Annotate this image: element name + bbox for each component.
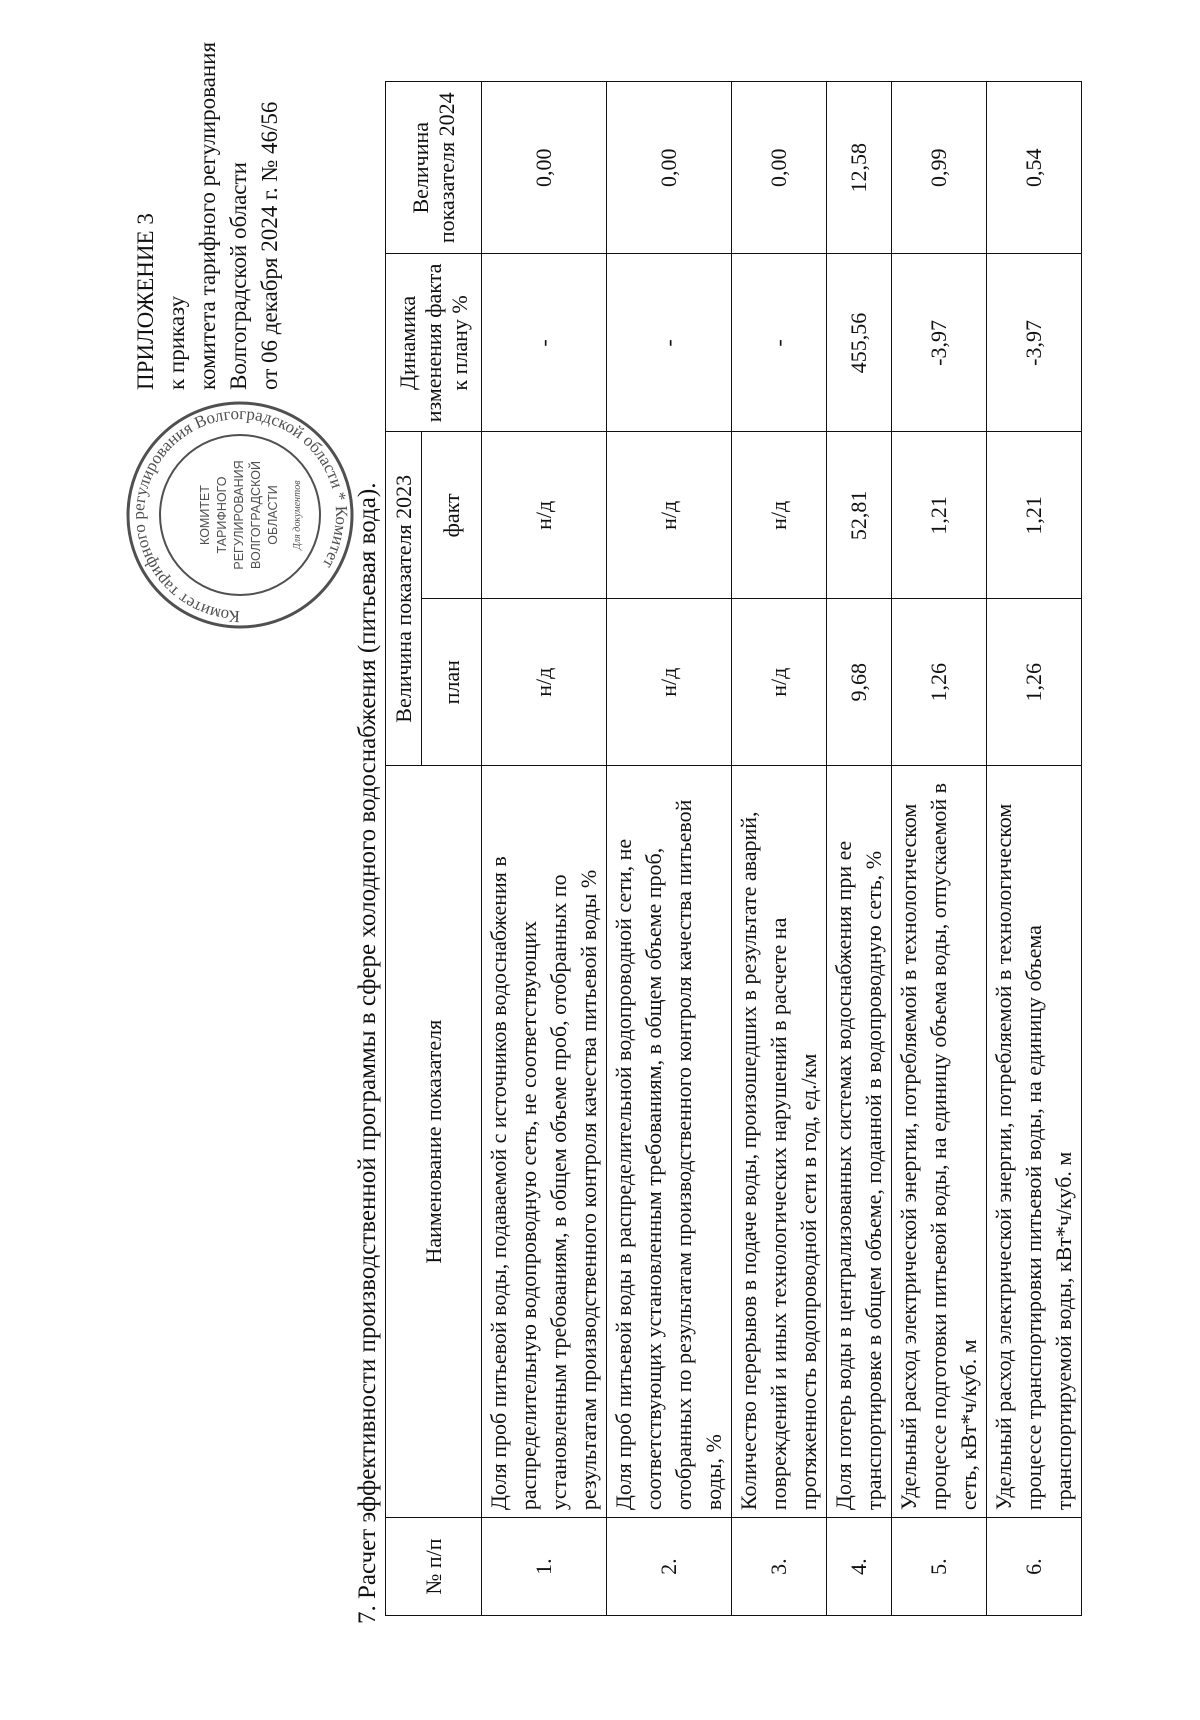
- header-value-2023: Величина показателя 2023: [386, 432, 422, 766]
- row-value-2024: 0,00: [607, 82, 732, 254]
- table-row: [987, 82, 1082, 1616]
- appendix-line3: Волгоградской области: [226, 162, 251, 390]
- header-plan: план: [422, 599, 482, 766]
- row-dynamics: -: [482, 254, 607, 432]
- appendix-line4: от 06 декабря 2024 г. № 46/56: [257, 101, 282, 390]
- table-row: [482, 82, 607, 1616]
- row-value-2024: 0,00: [482, 82, 607, 254]
- row-dynamics: -: [732, 254, 827, 432]
- stamp-line-2: ТАРИФНОГО: [215, 476, 229, 554]
- stamp-bottom-text: Для документов: [292, 480, 303, 550]
- appendix-label: ПРИЛОЖЕНИЕ 3: [133, 213, 158, 390]
- row-value-2024: 0,00: [732, 82, 827, 254]
- row-plan: 9,68: [827, 599, 892, 766]
- row-value-2024: 12,58: [827, 82, 892, 254]
- row-name: Удельный расход электрической энергии, потребляемой в технологическом процессе транспортировки питьевой воды, на единицу объема транспортируемой воды, кВт*ч/куб. м: [987, 766, 1082, 1518]
- row-plan: 1,26: [892, 599, 987, 766]
- row-name: Удельный расход электрической энергии, потребляемой в технологическом процессе подготовки питьевой воды, на единицу объема воды, отпускаемой в сеть, кВт*ч/куб. м: [892, 766, 987, 1518]
- header-dynamics: Динамика изменения факта к плану %: [386, 254, 482, 432]
- appendix-line2: комитета тарифного регулирования: [195, 41, 220, 390]
- table-row: [607, 82, 732, 1616]
- row-fact: 1,21: [987, 432, 1082, 599]
- row-name: Доля проб питьевой воды, подаваемой с источников водоснабжения в распределительную водопроводную сеть, не соответствующих установленным требованиям, в общем объеме проб, отобранных по результатам производственного контроля качества питьевой воды %: [482, 766, 607, 1518]
- row-dynamics: -3,97: [892, 254, 987, 432]
- row-name: Количество перерывов в подаче воды, произошедших в результате аварий, повреждений и иных технологических нарушений в расчете на протяженность водопроводной сети в год, ед./км: [732, 766, 827, 1518]
- row-plan: н/д: [732, 599, 827, 766]
- row-dynamics: 455,56: [827, 254, 892, 432]
- row-plan: 1,26: [987, 599, 1082, 766]
- header-name: Наименование показателя: [386, 766, 482, 1518]
- row-dynamics: -: [607, 254, 732, 432]
- row-plan: н/д: [607, 599, 732, 766]
- table-row: [827, 82, 892, 1616]
- row-num: 1.: [482, 1518, 607, 1616]
- row-plan: н/д: [482, 599, 607, 766]
- stamp-line-4: ВОЛГОГРАДСКОЙ: [249, 461, 263, 569]
- stamp-line-1: КОМИТЕТ: [198, 485, 212, 545]
- row-num: 2.: [607, 1518, 732, 1616]
- row-num: 4.: [827, 1518, 892, 1616]
- appendix-line1: к приказу: [164, 295, 189, 390]
- row-fact: н/д: [732, 432, 827, 599]
- section-title: 7. Расчет эффективности производственной программы в сфере холодного водоснабжения (питьевая вода).: [354, 482, 381, 1624]
- row-dynamics: -3,97: [987, 254, 1082, 432]
- efficiency-table: [385, 81, 1082, 1616]
- table-row: [732, 82, 827, 1616]
- stamp-line-5: ОБЛАСТИ: [266, 485, 280, 545]
- table-row: [892, 82, 987, 1616]
- row-num: 6.: [987, 1518, 1082, 1616]
- row-fact: 1,21: [892, 432, 987, 599]
- row-fact: 52,81: [827, 432, 892, 599]
- row-name: Доля проб питьевой воды в распределительной водопроводной сети, не соответствующих установленным требованиям, в общем объеме проб, отобранных по результатам производственного контроля качества питьевой воды, %: [607, 766, 732, 1518]
- stamp-ring-text: Комитет тарифного регулирования Волгоградской области * Комитет: [128, 403, 352, 627]
- header-fact: факт: [422, 432, 482, 599]
- row-num: 5.: [892, 1518, 987, 1616]
- row-value-2024: 0,54: [987, 82, 1082, 254]
- stamp-line-3: РЕГУЛИРОВАНИЯ: [232, 460, 246, 570]
- row-num: 3.: [732, 1518, 827, 1616]
- official-stamp: [125, 400, 355, 630]
- row-fact: н/д: [607, 432, 732, 599]
- appendix-block: [130, 30, 285, 390]
- row-value-2024: 0,99: [892, 82, 987, 254]
- row-name: Доля потерь воды в централизованных системах водоснабжения при ее транспортировке в общем объеме, поданной в водопроводную сеть, %: [827, 766, 892, 1518]
- row-fact: н/д: [482, 432, 607, 599]
- header-num: № п/п: [386, 1518, 482, 1616]
- header-value-2024: Величина показателя 2024: [386, 82, 482, 254]
